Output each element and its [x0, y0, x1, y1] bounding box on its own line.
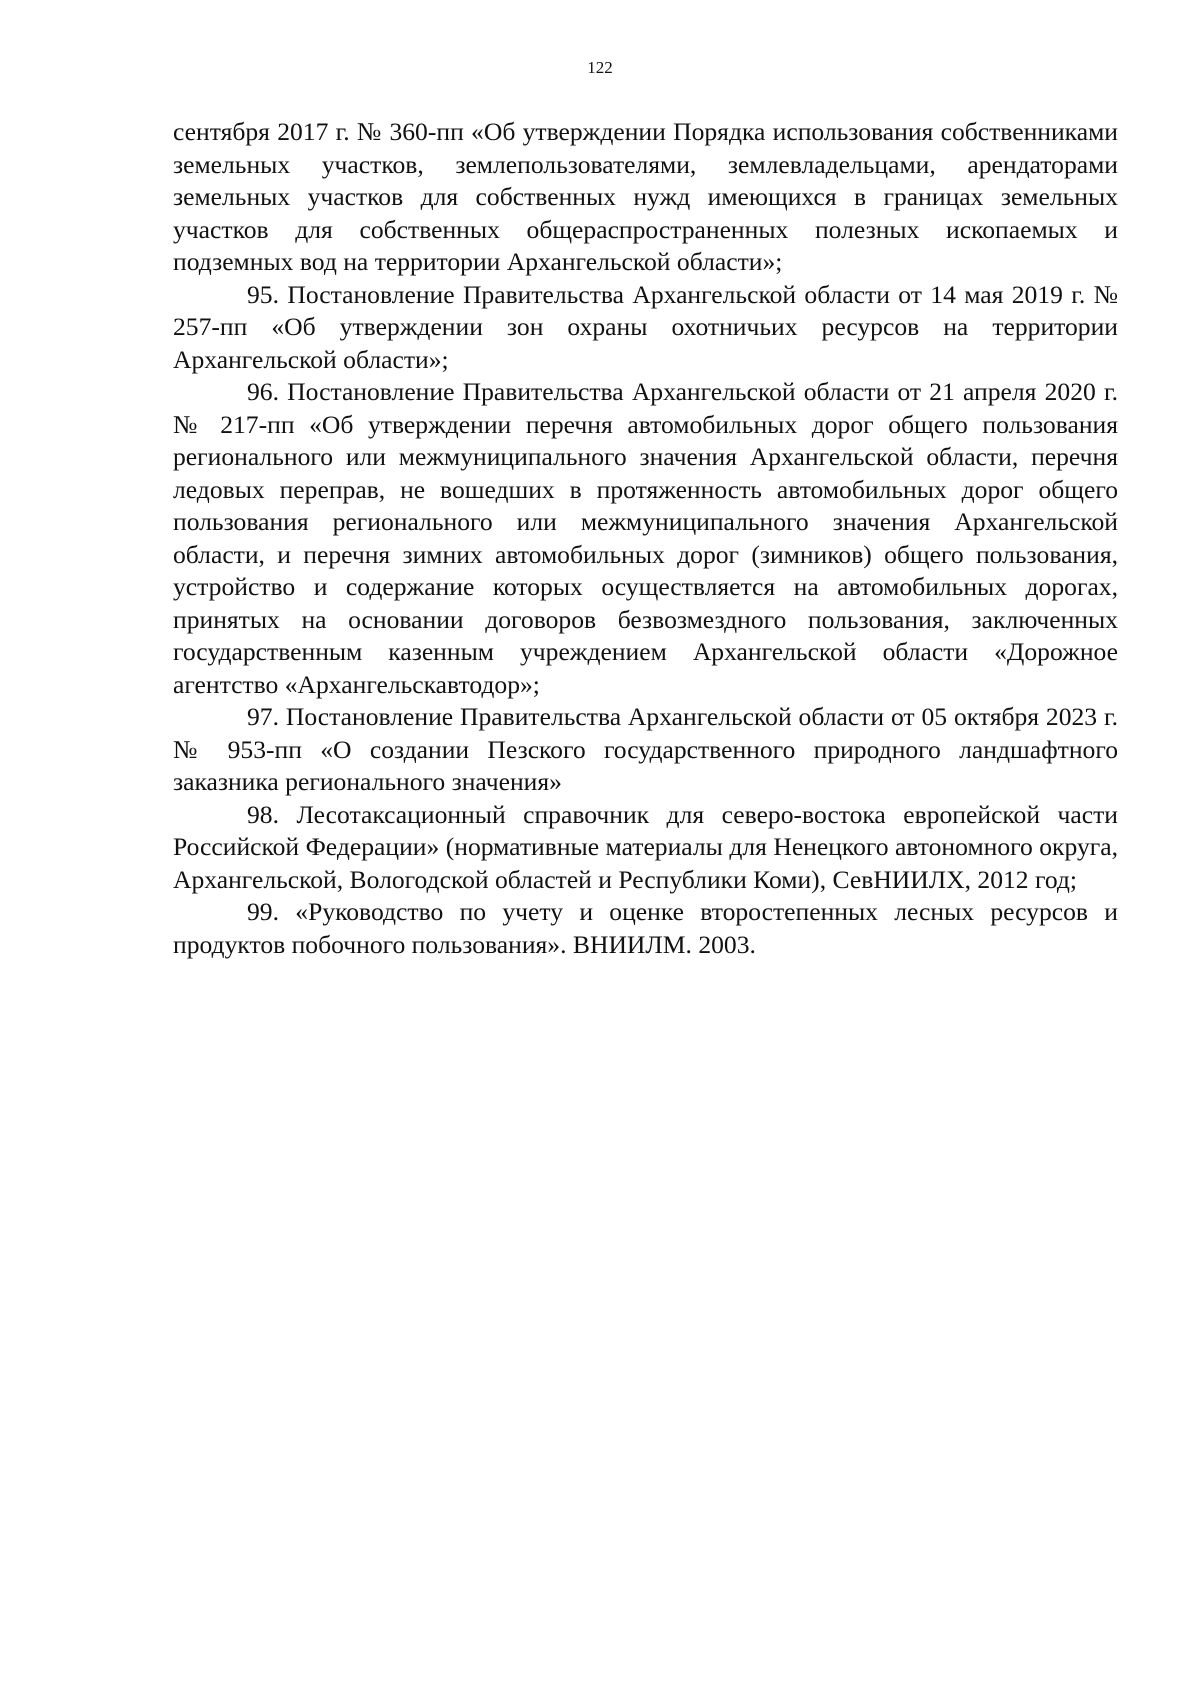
list-item-text: Постановление Правительства Архангельской области от 21 апреля 2020 г. № 217-пп «Об утверждении перечня автомобильных дорог общего пользования регионального или межмуниципального значения Архангельской области, перечня ледовых переправ, не вошедших в протяженность автомобильных дорог общего пользования регионального или межмуниципального значения Архангельской области, и перечня зимних автомобильных дорог (зимников) общего пользования, устройство и содержание которых осуществляется на автомобильных дорогах, принятых на основании договоров безвозмездного пользования, заключенных государственным казенным учреждением Архангельской области «Дорожное агентство «Архангельскавтодор»; — [173, 377, 1118, 699]
list-item-text: Постановление Правительства Архангельской области от 05 октября 2023 г. № 953-пп «О создании Пезского государственного природного ландшафтного заказника регионального значения» — [173, 702, 1118, 796]
list-item-text: Постановление Правительства Архангельской области от 14 мая 2019 г. № 257-пп «Об утверждении зон охраны охотничьих ресурсов на территории Архангельской области»; — [173, 279, 1118, 374]
list-item-number: 95. — [247, 279, 279, 309]
list-item-95 — [173, 279, 1118, 377]
page-number: 122 — [587, 58, 613, 77]
paragraph-continuation — [173, 116, 1118, 279]
list-item-number: 98. — [247, 799, 279, 829]
list-item-97 — [173, 701, 1118, 799]
list-item-96 — [173, 376, 1118, 701]
paragraph-text: сентября 2017 г. № 360-пп «Об утверждении Порядка использования собственниками земельных участков, землепользователями, землевладельцами, арендаторами земельных участков для собственных нужд имеющихся в границах земельных участков для собственных общераспространенных полезных ископаемых и подземных вод на территории Архангельской области»; — [173, 117, 1118, 276]
list-item-98 — [173, 799, 1118, 897]
list-item-99 — [173, 896, 1118, 961]
list-item-text: «Руководство по учету и оценке второстепенных лесных ресурсов и продуктов побочного пользования». ВНИИЛМ. 2003. — [173, 897, 1119, 959]
list-item-text: Лесотаксационный справочник для северо-востока европейской части Российской Федерации» (нормативные материалы для Ненецкого автономного округа, Архангельской, Вологодской областей и Республики Коми), СевНИИЛХ, 2012 год; — [173, 799, 1118, 894]
list-item-number: 99. — [247, 897, 279, 926]
list-item-number: 97. — [247, 702, 279, 731]
list-item-number: 96. — [247, 377, 279, 406]
document-body — [173, 116, 1118, 961]
